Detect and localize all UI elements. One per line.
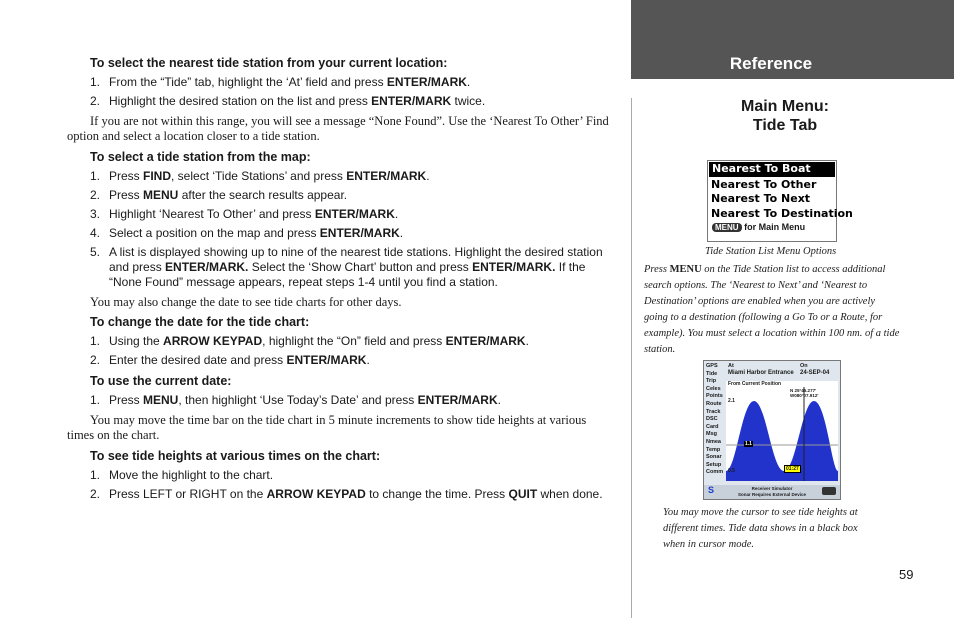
section-heading: To select a tide station from the map: bbox=[90, 150, 311, 164]
y-top-label: 2.1 bbox=[728, 398, 735, 404]
step: 1. Press FIND, select ‘Tide Stations’ and press ENTER/MARK. bbox=[90, 169, 430, 183]
menu-option: Nearest To Boat bbox=[709, 162, 835, 177]
tide-chart-screenshot bbox=[703, 360, 841, 500]
section-heading: To use the current date: bbox=[90, 374, 232, 388]
menu-title: Main Menu: Tide Tab bbox=[741, 98, 829, 134]
step: 2. Enter the desired date and press ENTER/MARK. bbox=[90, 353, 370, 367]
step-list bbox=[67, 169, 610, 290]
step: 1. Move the highlight to the chart. bbox=[90, 468, 274, 482]
menu-option: Nearest To Next bbox=[711, 192, 811, 205]
body-paragraph: You may move the time bar on the tide chart in 5 minute increments to show tide heights at various times on the chart. bbox=[67, 413, 587, 442]
step: 5. A list is displayed showing up to nine of the nearest tide stations. Highlight the desired station and press ENTER/MARK. Select the ‘Show Chart’ button and press ENTER/MARK. If the “None Found” message appears, repeat steps 1-4 until you find a station. bbox=[90, 245, 603, 289]
on-field-value: 24-SEP-04 bbox=[800, 370, 830, 376]
step: 1. From the “Tide” tab, highlight the ‘At’ field and press ENTER/MARK. bbox=[90, 75, 471, 89]
step: 3. Highlight ‘Nearest To Other’ and press ENTER/MARK. bbox=[90, 207, 399, 221]
menu-footer: MENU for Main Menu bbox=[708, 222, 836, 232]
step: 2. Highlight the desired station on the list and press ENTER/MARK twice. bbox=[90, 94, 486, 108]
tab-list: GPS Tide Trip Celes Points Route Track DSC Card Msg Nmea Temp Sonar Setup Comm bbox=[706, 363, 724, 476]
section-heading: To see tide heights at various times on the chart: bbox=[90, 449, 381, 463]
figure-caption: Tide Station List Menu Options bbox=[705, 246, 837, 257]
column-divider bbox=[631, 98, 632, 618]
body-paragraph: If you are not within this range, you will see a message “None Found”. Use the ‘Nearest To Other’ Find option and select a location closer to a tide station. bbox=[67, 114, 609, 143]
section-heading: To change the date for the tide chart: bbox=[90, 315, 310, 329]
main-content bbox=[67, 56, 610, 502]
step: 2. Press MENU after the search results appear. bbox=[90, 188, 348, 202]
step: 2. Press LEFT or RIGHT on the ARROW KEYPAD to change the time. Press QUIT when done. bbox=[90, 487, 603, 501]
step-list bbox=[67, 334, 610, 368]
step: 4. Select a position on the map and press ENTER/MARK. bbox=[90, 226, 404, 240]
section-title: Reference bbox=[729, 54, 813, 73]
step: 1. Using the ARROW KEYPAD, highlight the “On” field and press ENTER/MARK. bbox=[90, 334, 529, 348]
figure-caption: You may move the cursor to see tide heights at different times. Tide data shows in a black box when in cursor mode. bbox=[663, 507, 858, 550]
at-field-value: Miami Harbor Entrance bbox=[728, 370, 794, 376]
section-heading: To select the nearest tide station from your current location: bbox=[90, 56, 448, 70]
position-readout: N 25°46.277' W080°07.912' bbox=[790, 388, 819, 398]
enter-key-icon bbox=[822, 487, 836, 495]
step: 1. Press MENU, then highlight ‘Use Today’s Date’ and press ENTER/MARK. bbox=[90, 393, 501, 407]
from-label: From Current Position bbox=[728, 381, 782, 387]
page-number: 59 bbox=[899, 567, 914, 582]
at-field-label: At bbox=[728, 363, 734, 369]
tide-station-menu-screenshot bbox=[707, 160, 853, 242]
status-footer: Receiver Simulator Sonar Requires External Device bbox=[737, 486, 807, 497]
step-list bbox=[67, 468, 610, 502]
step-list bbox=[67, 393, 610, 408]
body-paragraph: You may also change the date to see tide charts for other days. bbox=[90, 295, 402, 309]
step-list bbox=[67, 75, 610, 109]
marker-label: 1.1 bbox=[745, 441, 752, 447]
satellite-icon: S bbox=[708, 485, 715, 495]
y-bottom-label: 0.5 bbox=[728, 468, 735, 474]
time-box: 01:27 bbox=[786, 466, 799, 472]
on-field-label: On bbox=[800, 363, 808, 369]
sidebar-body: Press MENU on the Tide Station list to access additional search options. The ‘Nearest to Next’ and ‘Nearest to Destination’ options are enabled when you are actively going to a destination (following a Go To or a Route, for example). You must select a location within 100 nm. of a tide station. bbox=[644, 264, 900, 355]
menu-option: Nearest To Destination bbox=[711, 206, 853, 220]
menu-option: Nearest To Other bbox=[711, 177, 817, 191]
menu-key-icon: MENU bbox=[712, 223, 742, 232]
